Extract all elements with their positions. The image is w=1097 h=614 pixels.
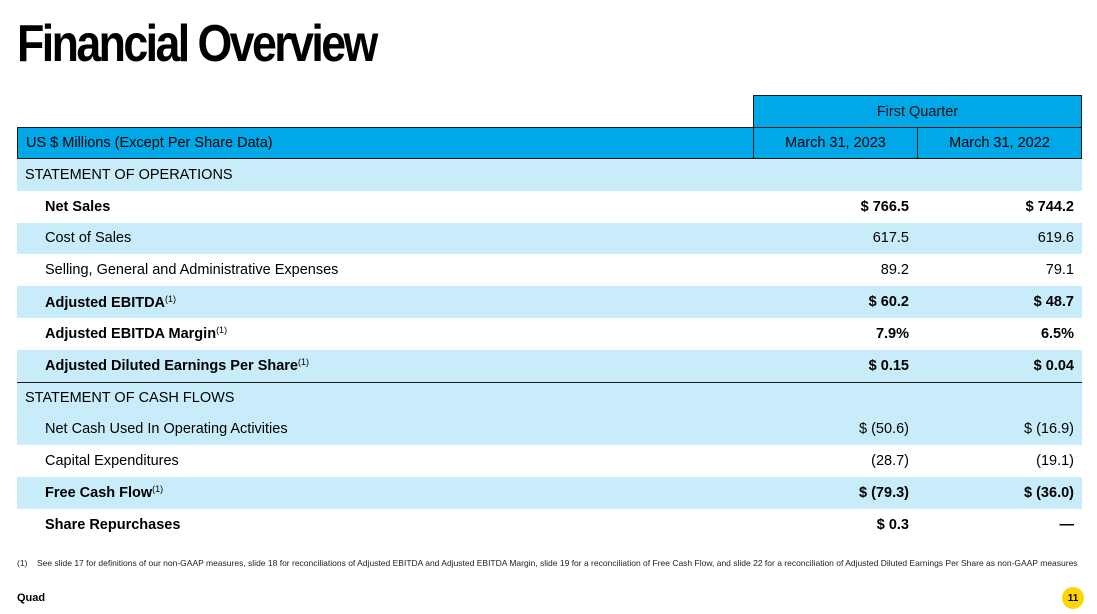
value-2022: $ 0.04 [1033,357,1074,374]
row-label [17,325,753,342]
value-2022: 6.5% [1040,325,1074,342]
table-row [17,445,1082,477]
value-2023: $ 0.15 [868,357,909,374]
table-header-row [17,127,1082,159]
table-row [17,318,1082,350]
row-label-text: Net Cash Used In Operating Activities [45,421,288,438]
period-group-header: First Quarter [753,95,1082,128]
column-header-2023: March 31, 2023 [754,128,918,158]
footnote [17,558,1082,569]
table-row [17,223,1082,255]
value-2023: 89.2 [880,262,909,279]
financial-table-body [17,159,1082,541]
row-label [17,199,753,215]
value-2023: $ (79.3) [859,484,909,501]
footnote-ref: (1) [165,293,177,304]
row-label [17,453,753,469]
footnote-ref: (1) [216,325,228,336]
page-number-badge: 11 [1062,587,1084,609]
row-label [17,357,753,374]
value-2022: 79.1 [1045,262,1074,279]
row-label [17,517,753,533]
table-row [17,191,1082,223]
value-2023: 617.5 [872,230,909,247]
page-title: Financial Overview [17,15,376,73]
row-label-text: Cost of Sales [45,230,132,247]
row-label-text: Adjusted EBITDA Margin [45,326,217,343]
footnote-mark: (1) [17,558,28,568]
value-2023: $ 766.5 [860,198,909,215]
table-row [17,254,1082,286]
row-label-text: Net Sales [45,198,111,215]
value-2022: 619.6 [1037,230,1074,247]
value-2023: $ 0.3 [876,516,909,533]
row-label [17,484,753,501]
section-header: STATEMENT OF OPERATIONS [17,159,1082,191]
table-row [17,413,1082,445]
value-2022: $ (16.9) [1024,421,1074,438]
value-2022: — [1059,516,1074,533]
table-row [17,509,1082,541]
column-header-2022: March 31, 2022 [949,135,1050,151]
row-label [17,262,753,278]
value-2022: (19.1) [1036,453,1074,470]
row-label [17,421,753,437]
table-row [17,350,1082,382]
value-2023: $ 60.2 [868,294,909,311]
value-2023: (28.7) [871,453,909,470]
value-2022: $ 744.2 [1025,198,1074,215]
brand-logo-text: Quad [17,592,46,604]
row-label-text: Share Repurchases [45,516,181,533]
footnote-ref: (1) [152,484,164,495]
row-label [17,294,753,311]
table-row [17,477,1082,509]
value-2022: $ 48.7 [1033,294,1074,311]
row-label-text: Capital Expenditures [45,453,179,470]
row-label-text: Free Cash Flow [45,485,153,502]
value-2023: 7.9% [875,325,909,342]
value-2022: $ (36.0) [1024,484,1074,501]
table-row [17,286,1082,318]
footnote-ref: (1) [298,357,309,368]
unit-header: US $ Millions (Except Per Share Data) [18,128,754,158]
row-label-text: Adjusted EBITDA [45,294,166,311]
footnote-text: See slide 17 for definitions of our non-GAAP measures, slide 18 for reconciliations of Adjusted EBITDA and Adjusted EBITDA Margin, slide 19 for a reconciliation of Free Cash Flow, and slide 22 for a reconciliation of Adjusted Diluted Earnings Per Share as non-GAAP measures [37,558,1078,568]
row-label [17,230,753,246]
value-2023: $ (50.6) [859,421,909,438]
row-label-text: Adjusted Diluted Earnings Per Share [45,358,298,375]
section-header: STATEMENT OF CASH FLOWS [17,382,1082,414]
row-label-text: Selling, General and Administrative Expenses [45,262,339,279]
